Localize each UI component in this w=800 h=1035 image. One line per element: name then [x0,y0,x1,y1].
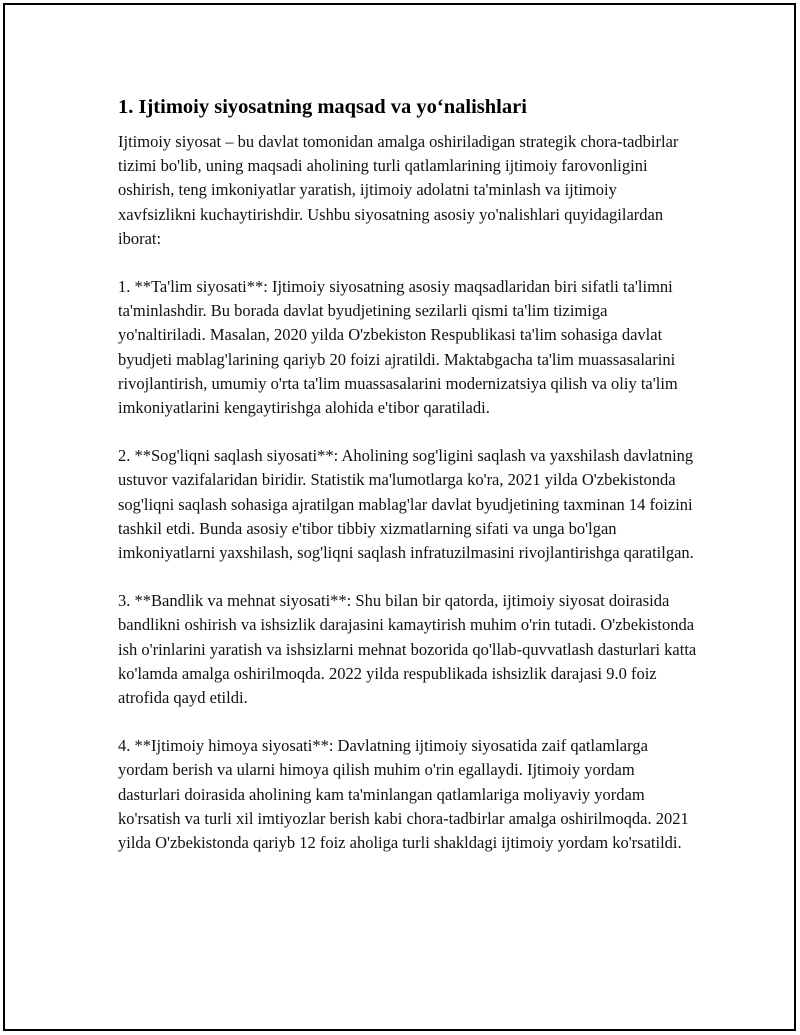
paragraph-employment-policy: 3. **Bandlik va mehnat siyosati**: Shu bilan bir qatorda, ijtimoiy siyosat doirasida bandlikni oshirish va ishsizlik darajasini kamaytirish muhim o'rin tutadi. O'zbekistonda ish o'rinlarini yaratish va ishsizlarni mehnat bozorida qo'llab-quvvatlash dasturlari katta ko'lamda amalga oshirilmoqda. 2022 yilda respublikada ishsizlik darajasi 9.0 foiz atrofida qayd etildi. [118,591,697,708]
paragraph-social-protection-policy: 4. **Ijtimoiy himoya siyosati**: Davlatning ijtimoiy siyosatida zaif qatlamlarga yordam berish va ularni himoya qilish muhim o'rin egallaydi. Ijtimoiy yordam dasturlari doirasida aholining kam ta'minlangan qatlamlariga moliyaviy yordam ko'rsatish va turli xil imtiyozlar berish kabi chora-tadbirlar amalga oshirilmoqda. 2021 yilda O'zbekistonda qariyb 12 foiz aholiga turli shakldagi ijtimoiy yordam ko'rsatildi. [118,736,689,853]
page-frame [3,3,796,1031]
document-body [118,93,698,879]
paragraph-education-policy: 1. **Ta'lim siyosati**: Ijtimoiy siyosatning asosiy maqsadlaridan biri sifatli ta'limni ta'minlashdir. Bu borada davlat byudjetining sezilarli qismi ta'lim tizimiga yo'naltiriladi. Masalan, 2020 yilda O'zbekiston Respublikasi ta'lim sohasiga davlat byudjeti mablag'larining qariyb 20 foizi ajratildi. Maktabgacha ta'lim muassasalarini rivojlantirish, umumiy o'rta ta'lim muassasalarini modernizatsiya qilish va oliy ta'lim imkoniyatlarini kengaytirishga alohida e'tibor qaratiladi. [118,277,678,418]
paragraph-health-policy: 2. **Sog'liqni saqlash siyosati**: Aholining sog'ligini saqlash va yaxshilash davlatning ustuvor vazifalaridan biridir. Statistik ma'lumotlarga ko'ra, 2021 yilda O'zbekistonda sog'liqni saqlash sohasiga ajratilgan mablag'lar davlat byudjetining taxminan 14 foizini tashkil etdi. Bunda asosiy e'tibor tibbiy xizmatlarning sifati va unga bo'lgan imkoniyatlarni yaxshilash, sog'liqni saqlash infratuzilmasini rivojlantirishga qaratilgan. [118,446,694,563]
section-heading: 1. Ijtimoiy siyosatning maqsad va yo‘nalishlari [118,96,527,118]
intro-paragraph: Ijtimoiy siyosat – bu davlat tomonidan amalga oshiriladigan strategik chora-tadbirlar tizimi bo'lib, uning maqsadi aholining turli qatlamlarining ijtimoiy farovonligini oshirish, teng imkoniyatlar yaratish, ijtimoiy adolatni ta'minlash va ijtimoiy xavfsizlikni kuchaytirishdir. Ushbu siyosatning asosiy yo'nalishlari quyidagilardan iborat: [118,132,679,248]
